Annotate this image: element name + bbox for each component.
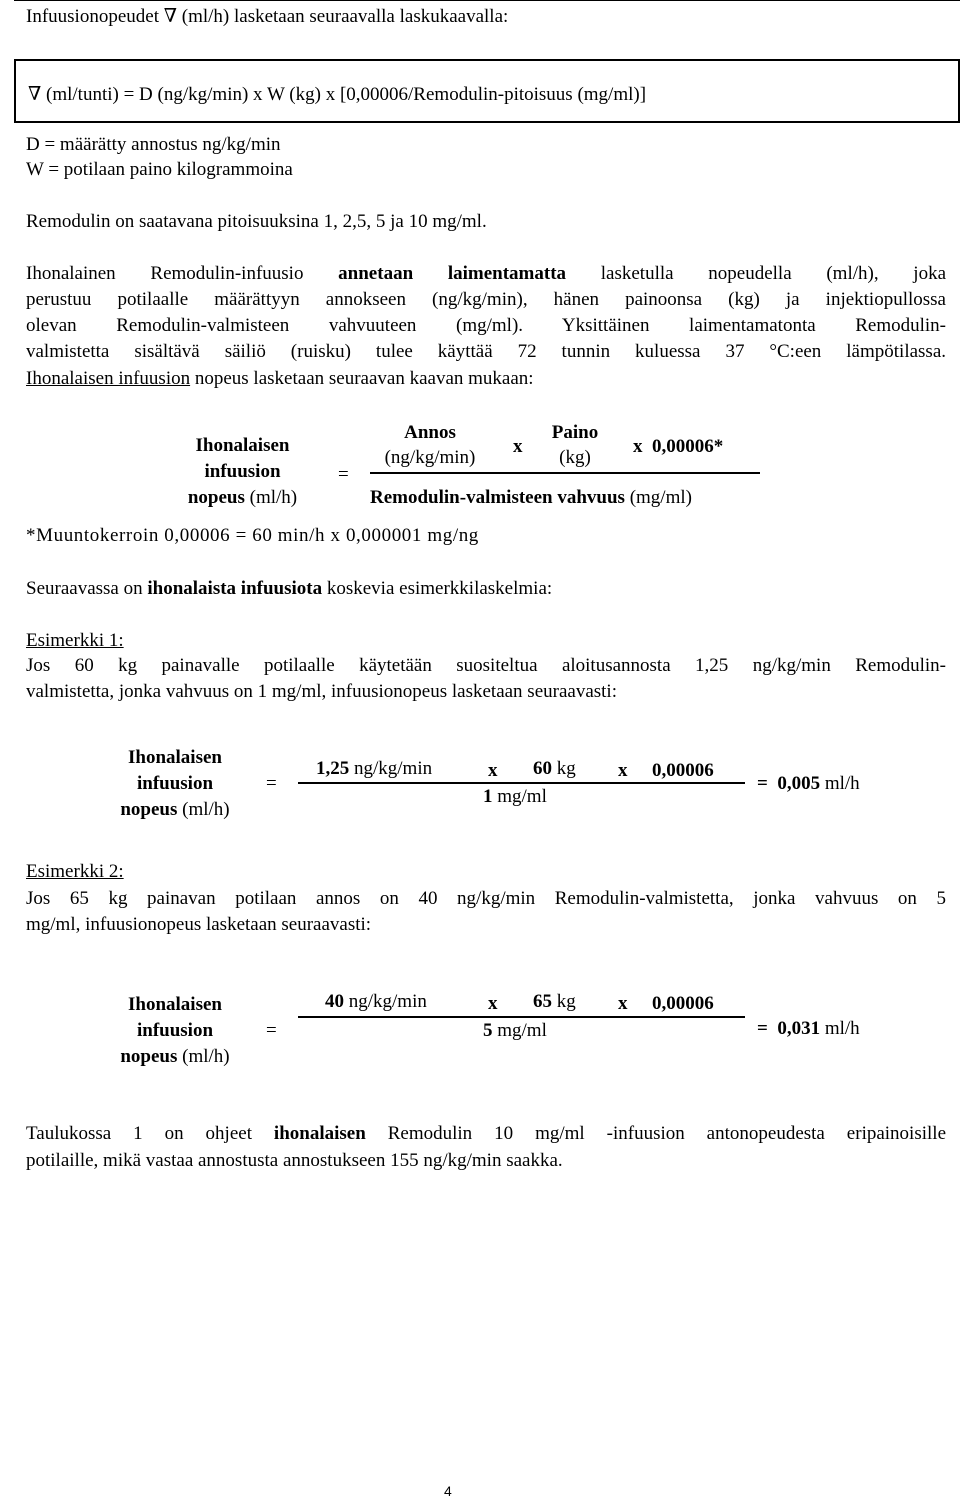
table-ref-line2: potilaille, mikä vastaa annostusta annostukseen 155 ng/kg/min saakka. xyxy=(26,1150,563,1171)
example2-times-1: x xyxy=(488,993,498,1014)
example1-result-equals: = xyxy=(757,773,768,794)
example1-dose-value: 1,25 xyxy=(316,758,350,779)
example2-result-equals: = xyxy=(757,1018,768,1039)
example2-result-value: 0,031 xyxy=(777,1018,821,1039)
example2-denominator-unit: mg/ml xyxy=(492,1020,547,1041)
formula-denominator-bold: Remodulin-valmisteen vahvuus xyxy=(370,487,625,508)
example1-times-2: x xyxy=(618,760,628,781)
example2-weight-value: 65 xyxy=(533,991,552,1012)
definition-w: W = potilaan paino kilogrammoina xyxy=(26,159,293,180)
formula-denominator xyxy=(370,485,692,511)
para1-line3: olevan Remodulin-valmisteen vahvuuteen (mg/ml). Yksittäinen laimentamatonta Remodulin- xyxy=(26,315,946,336)
example1-equals: = xyxy=(266,773,277,794)
table-ref-bold: ihonalaisen xyxy=(273,1123,366,1144)
table-ref-text: Taulukossa 1 on ohjeet xyxy=(26,1123,274,1144)
examples-intro-bold: ihonalaista infuusiota xyxy=(147,578,323,599)
para1-line1 xyxy=(26,261,946,287)
example1-weight xyxy=(533,756,576,782)
conversion-note: *Muuntokerroin 0,00006 = 60 min/h x 0,000001 mg/ng xyxy=(26,525,479,546)
example1-result-value: 0,005 xyxy=(777,773,821,794)
example2-equals: = xyxy=(266,1020,277,1041)
formula-lhs-bold: nopeus xyxy=(187,487,245,508)
example1-lhs-line2: infuusion xyxy=(136,773,214,794)
formula-lhs-unit: (ml/h) xyxy=(244,487,298,508)
example1-denominator xyxy=(483,784,547,810)
availability-text: Remodulin on saatavana pitoisuuksina 1, 2,5, 5 ja 10 mg/ml. xyxy=(26,211,487,232)
example2-result-unit: ml/h xyxy=(820,1018,860,1039)
example2-lhs-line3 xyxy=(100,1044,250,1070)
formula-times-factor: x 0,00006* xyxy=(633,436,724,457)
para1-bold: annetaan laimentamatta xyxy=(338,263,567,284)
formula-lhs-line2: infuusion xyxy=(204,461,281,482)
example1-line2: valmistetta, jonka vahvuus on 1 mg/ml, infuusionopeus lasketaan seuraavasti: xyxy=(26,681,617,702)
formula-fraction-bar xyxy=(370,472,760,474)
example2-lhs-bold: nopeus xyxy=(120,1046,178,1067)
example2-denominator-value: 5 xyxy=(483,1020,493,1041)
example2-weight xyxy=(533,989,576,1015)
formula-lhs-line3 xyxy=(160,485,325,511)
table-ref-line1 xyxy=(26,1121,946,1147)
example2-result xyxy=(757,1016,860,1042)
example1-times-1: x xyxy=(488,760,498,781)
examples-intro-text: Seuraavassa on xyxy=(26,578,148,599)
example2-dose-value: 40 xyxy=(325,991,344,1012)
formula-denominator-unit: (mg/ml) xyxy=(624,487,692,508)
formula-lhs-line1: Ihonalaisen xyxy=(195,435,290,456)
formula-paino: Paino xyxy=(551,422,599,443)
example1-denominator-unit: mg/ml xyxy=(492,786,547,807)
example1-lhs-bold: nopeus xyxy=(120,799,178,820)
example2-line2: mg/ml, infuusionopeus lasketaan seuraavasti: xyxy=(26,914,372,935)
example1-dose xyxy=(316,756,432,782)
para1-text: lasketulla nopeudella (ml/h), joka xyxy=(566,263,947,284)
example2-line1: Jos 65 kg painavan potilaan annos on 40 ng/kg/min Remodulin-valmistetta, jonka vahvuus on 5 xyxy=(26,888,946,909)
example2-times-2: x xyxy=(618,993,628,1014)
example1-heading: Esimerkki 1: xyxy=(26,630,124,651)
formula-times-1: x xyxy=(513,436,523,457)
example2-dose-unit: ng/kg/min xyxy=(344,991,427,1012)
para1-line2: perustuu potilaalle määrättyyn annokseen (ng/kg/min), hänen painoonsa (kg) ja injektiopullossa xyxy=(26,289,946,310)
example1-lhs-line3 xyxy=(100,797,250,823)
example2-lhs-line2: infuusion xyxy=(136,1020,214,1041)
example2-heading: Esimerkki 2: xyxy=(26,861,124,882)
example1-lhs-unit: (ml/h) xyxy=(177,799,230,820)
example1-line1: Jos 60 kg painavalle potilaalle käytetään suositeltua aloitusannosta 1,25 ng/kg/min Remodulin- xyxy=(26,655,946,676)
example1-result-unit: ml/h xyxy=(820,773,860,794)
para1-line4: valmistetta sisältävä säiliö (ruisku) tulee käyttää 72 tunnin kuluessa 37 °C:een lämpötilassa. xyxy=(26,341,946,362)
para1-text: Ihonalainen Remodulin-infuusio xyxy=(26,263,339,284)
example1-weight-value: 60 xyxy=(533,758,552,779)
example1-denominator-value: 1 xyxy=(483,786,493,807)
example2-denominator xyxy=(483,1018,547,1044)
examples-intro xyxy=(26,576,946,602)
intro-text: Infuusionopeudet ∇ (ml/h) lasketaan seuraavalla laskukaavalla: xyxy=(26,6,509,27)
example2-lhs-line1: Ihonalaisen xyxy=(128,994,222,1015)
example1-factor: 0,00006 xyxy=(652,760,714,781)
example1-result xyxy=(757,771,860,797)
formula-annos-unit: (ng/kg/min) xyxy=(384,447,476,468)
example1-dose-unit: ng/kg/min xyxy=(349,758,433,779)
example1-weight-unit: kg xyxy=(552,758,576,779)
example1-lhs-line1: Ihonalaisen xyxy=(128,747,222,768)
example2-lhs-unit: (ml/h) xyxy=(177,1046,230,1067)
example2-dose xyxy=(325,989,427,1015)
example2-weight-unit: kg xyxy=(552,991,576,1012)
para1-line5 xyxy=(26,366,946,392)
main-formula: ∇ (ml/tunti) = D (ng/kg/min) x W (kg) x [0,00006/Remodulin-pitoisuus (mg/ml)] xyxy=(28,84,647,105)
table-ref-text: Remodulin 10 mg/ml -infuusion antonopeudesta eripainoisille xyxy=(365,1123,947,1144)
formula-annos: Annos xyxy=(404,422,456,443)
definition-d: D = määrätty annostus ng/kg/min xyxy=(26,134,281,155)
top-rule xyxy=(14,0,960,1)
formula-paino-unit: (kg) xyxy=(559,447,591,468)
page-number: 4 xyxy=(444,1483,452,1499)
para1-text: nopeus lasketaan seuraavan kaavan mukaan: xyxy=(190,368,534,389)
examples-intro-text: koskevia esimerkkilaskelmia: xyxy=(322,578,553,599)
underlined-term: Ihonalaisen infuusion xyxy=(26,368,191,389)
example2-factor: 0,00006 xyxy=(652,993,714,1014)
formula-equals: = xyxy=(338,464,349,485)
